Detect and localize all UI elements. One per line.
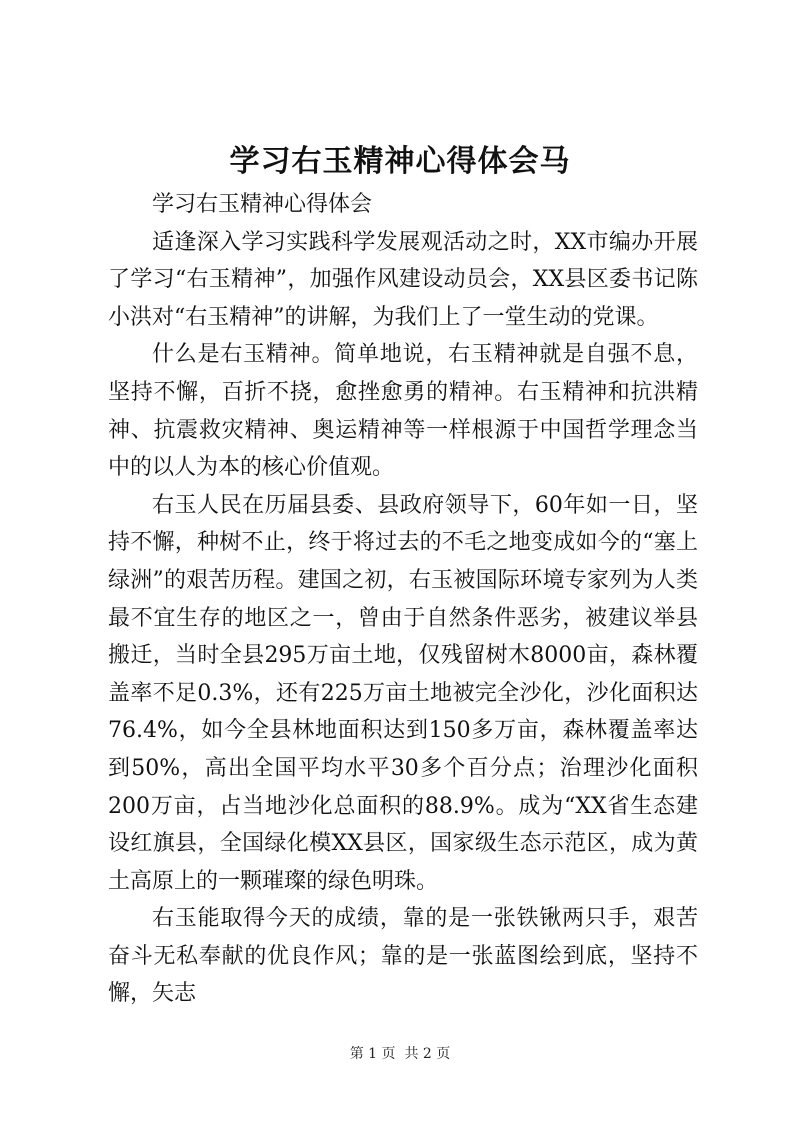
document-body xyxy=(108,186,698,1013)
document-title: 学习右玉精神心得体会马 xyxy=(229,144,571,179)
page-footer xyxy=(0,1044,800,1064)
page-total: 共 2 页 xyxy=(404,1046,451,1062)
page-number: 第 1 页 xyxy=(349,1046,396,1062)
subtitle-paragraph: 学习右玉精神心得体会 xyxy=(152,192,373,217)
body-paragraph: 右玉能取得今天的成绩，靠的是一张铁锹两只手，艰苦奋斗无私奉献的优良作风；靠的是一张蓝图绘到底，坚持不懈，矢志 xyxy=(108,906,698,1007)
body-paragraph: 右玉人民在历届县委、县政府领导下，60年如一日，坚持不懈，种树不止，终于将过去的不毛之地变成如今的“塞上绿洲”的艰苦历程。建国之初，右玉被国际环境专家列为人类最不宜生存的地区之一，曾由于自然条件恶劣，被建议举县搬迁，当时全县295万亩土地，仅残留树木8000亩，森林覆盖率不足0.3%，还有225万亩土地被完全沙化，沙化面积达76.4%，如今全县林地面积达到150多万亩，森林覆盖率达到50%，高出全国平均水平30多个百分点；治理沙化面积200万亩，占当地沙化总面积的88.9%。成为“XX省生态建设红旗县，全国绿化模XX县区，国家级生态示范区，成为黄土高原上的一颗璀璨的绿色明珠。 xyxy=(108,492,698,894)
body-paragraph: 适逢深入学习实践科学发展观活动之时，XX市编办开展了学习“右玉精神”，加强作风建设动员会，XX县区委书记陈小洪对“右玉精神”的讲解，为我们上了一堂生动的党课。 xyxy=(108,229,698,330)
body-paragraph: 什么是右玉精神。简单地说，右玉精神就是自强不息，坚持不懈，百折不挠，愈挫愈勇的精神。右玉精神和抗洪精神、抗震救灾精神、奥运精神等一样根源于中国哲学理念当中的以人为本的核心价值观。 xyxy=(108,342,698,481)
